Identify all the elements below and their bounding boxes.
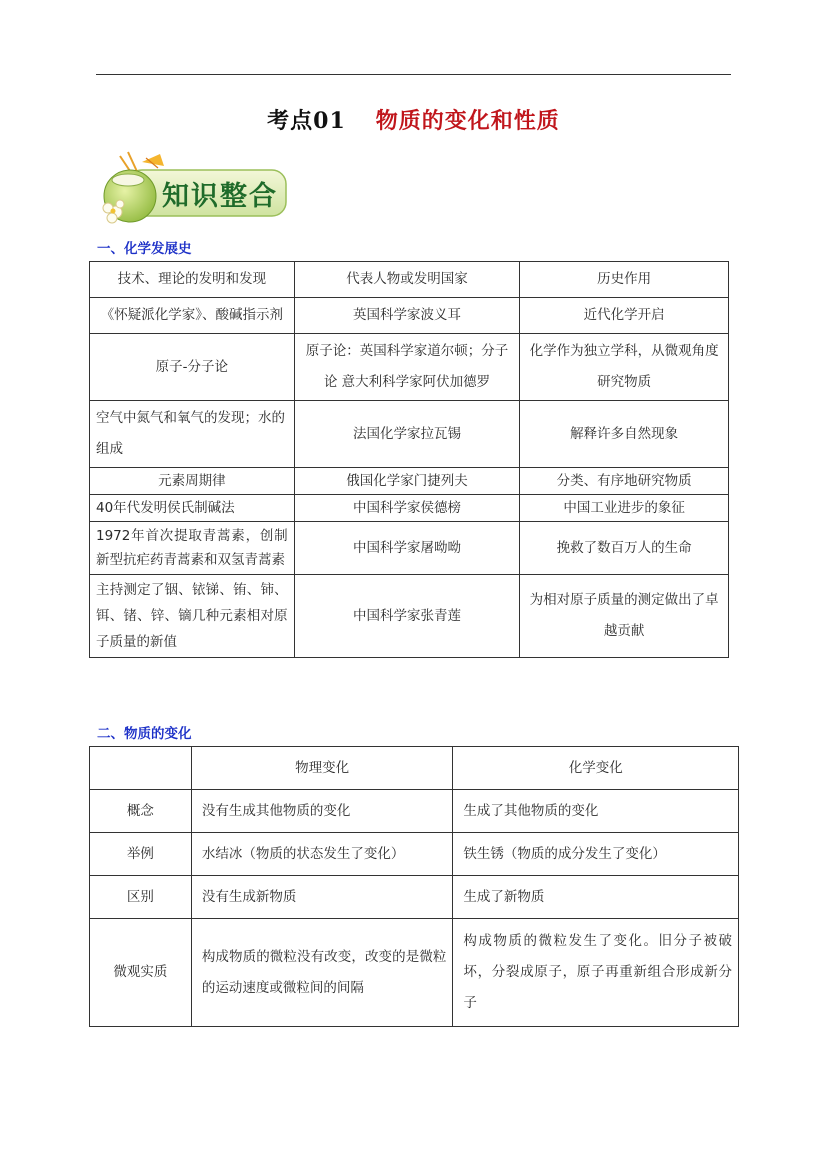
table-row — [90, 833, 739, 876]
table-cell: 没有生成其他物质的变化 — [191, 790, 453, 833]
section-heading-changes: 二、物质的变化 — [97, 726, 192, 742]
header-cell — [90, 747, 192, 790]
table-cell: 中国科学家侯德榜 — [294, 495, 520, 522]
table-row — [90, 495, 729, 522]
table-cell: 生成了其他物质的变化 — [453, 790, 739, 833]
header-rule — [96, 74, 731, 75]
table-cell: 区别 — [90, 876, 192, 919]
table-cell: 解释许多自然现象 — [520, 401, 729, 468]
table-cell: 《怀疑派化学家》、酸碱指示剂 — [90, 298, 295, 334]
table-cell: 举例 — [90, 833, 192, 876]
table-cell: 1972年首次提取青蒿素，创制新型抗疟药青蒿素和双氢青蒿素 — [90, 522, 295, 575]
page-title — [0, 104, 827, 135]
header-cell: 物理变化 — [191, 747, 453, 790]
table-row — [90, 401, 729, 468]
banner-text: 知识整合 — [162, 181, 278, 212]
table-row — [90, 790, 739, 833]
table-cell: 近代化学开启 — [520, 298, 729, 334]
table-cell: 中国科学家张青莲 — [294, 575, 520, 658]
table-header-row — [90, 262, 729, 298]
table-cell: 主持测定了铟、铱锑、铕、铈、铒、锗、锌、镝几种元素相对原子质量的新值 — [90, 575, 295, 658]
table-cell: 水结冰（物质的状态发生了变化） — [191, 833, 453, 876]
header-cell: 历史作用 — [520, 262, 729, 298]
header-cell: 技术、理论的发明和发现 — [90, 262, 295, 298]
table-cell: 法国化学家拉瓦锡 — [294, 401, 520, 468]
changes-table — [89, 746, 739, 1027]
table-cell: 构成物质的微粒发生了变化。旧分子被破坏，分裂成原子，原子再重新组合形成新分子 — [453, 919, 739, 1027]
table-cell: 概念 — [90, 790, 192, 833]
table-row — [90, 334, 729, 401]
history-table — [89, 261, 729, 658]
table-row — [90, 919, 739, 1027]
table-cell: 挽救了数百万人的生命 — [520, 522, 729, 575]
table-row — [90, 298, 729, 334]
table-row — [90, 468, 729, 495]
table-cell: 微观实质 — [90, 919, 192, 1027]
table-row — [90, 876, 739, 919]
table-cell: 原子论：英国科学家道尔顿；分子论 意大利科学家阿伏加德罗 — [294, 334, 520, 401]
table-cell: 中国工业进步的象征 — [520, 495, 729, 522]
table-row — [90, 522, 729, 575]
table-cell: 中国科学家屠呦呦 — [294, 522, 520, 575]
table-cell: 为相对原子质量的测定做出了卓越贡献 — [520, 575, 729, 658]
table-row — [90, 575, 729, 658]
knowledge-banner — [98, 150, 290, 226]
title-number: 考点01 — [267, 108, 346, 134]
table-cell: 没有生成新物质 — [191, 876, 453, 919]
table-cell: 元素周期律 — [90, 468, 295, 495]
header-cell: 代表人物或发明国家 — [294, 262, 520, 298]
title-main: 物质的变化和性质 — [375, 108, 560, 134]
header-cell: 化学变化 — [453, 747, 739, 790]
section-heading-history: 一、化学发展史 — [97, 241, 192, 257]
table-cell: 生成了新物质 — [453, 876, 739, 919]
table-cell: 空气中氮气和氧气的发现；水的组成 — [90, 401, 295, 468]
table-cell: 英国科学家波义耳 — [294, 298, 520, 334]
table-cell: 化学作为独立学科，从微观角度研究物质 — [520, 334, 729, 401]
table-cell: 原子-分子论 — [90, 334, 295, 401]
table-cell: 构成物质的微粒没有改变，改变的是微粒的运动速度或微粒间的间隔 — [191, 919, 453, 1027]
table-cell: 铁生锈（物质的成分发生了变化） — [453, 833, 739, 876]
table-header-row — [90, 747, 739, 790]
table-cell: 俄国化学家门捷列夫 — [294, 468, 520, 495]
table-cell: 40年代发明侯氏制碱法 — [90, 495, 295, 522]
table-cell: 分类、有序地研究物质 — [520, 468, 729, 495]
